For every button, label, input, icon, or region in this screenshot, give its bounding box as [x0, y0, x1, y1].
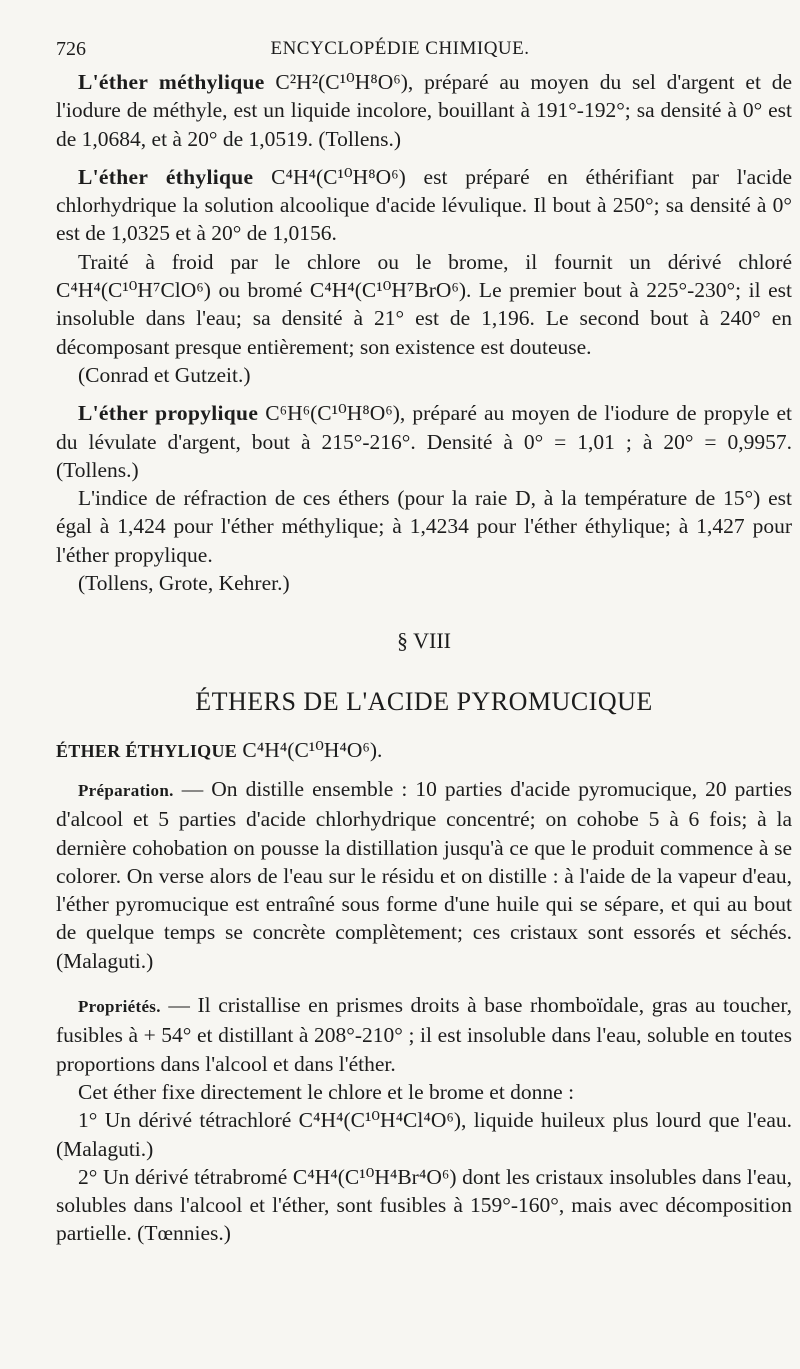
- page-number: 726: [56, 38, 86, 60]
- text-ethyl-ether: est préparé en éthérifiant par l'acide chlorhydrique la solution alcoolique d'acide lévulique. Il bout à 250°; sa densité à 0° est de 1,0325 et à 20° de 1,0156.: [56, 164, 793, 246]
- formula-methyl-ether: C²H²(C¹⁰H⁸O⁶),: [275, 70, 414, 94]
- paragraph-properties: [56, 991, 792, 1078]
- citation-tollens: (Tollens, Grote, Kehrer.): [78, 571, 290, 596]
- label-properties: Propriétés.: [78, 997, 161, 1017]
- compound-heading: [56, 736, 792, 765]
- paragraph-halogen-fixation: Cet éther fixe directement le chlore et le brome et donne :: [78, 1079, 575, 1104]
- paragraph-preparation: [56, 775, 792, 975]
- paragraph-refraction-index: L'indice de réfraction de ces éthers (pour la raie D, à la température de 15°) est égal à 1,424 pour l'éther méthylique; à 1,4234 pour l'éther éthylique; à 1,427 pour l'éther propylique.: [56, 486, 792, 567]
- compound-formula: C⁴H⁴(C¹⁰H⁴O⁶).: [242, 737, 383, 762]
- paragraph-tetrachloro: 1° Un dérivé tétrachloré C⁴H⁴(C¹⁰H⁴Cl⁴O⁶), liquide huileux plus lourd que l'eau. (Malaguti.): [56, 1108, 792, 1161]
- term-methyl-ether: L'éther méthylique: [78, 70, 265, 94]
- paragraph-methyl-ether: [56, 68, 792, 153]
- formula-ethyl-ether: C⁴H⁴(C¹⁰H⁸O⁶): [271, 164, 406, 189]
- running-title: ENCYCLOPÉDIE CHIMIQUE.: [270, 38, 530, 59]
- text-properties: — Il cristallise en prismes droits à base rhomboïdale, gras au toucher, fusibles à + 54° et distillant à 208°-210° ; il est insoluble dans l'eau, soluble en toutes proportions dans l'alcool et dans l'éther.: [56, 993, 792, 1076]
- paragraph-ethyl-ether: [56, 163, 792, 248]
- page-header: [0, 38, 800, 68]
- section-mark: § VIII: [397, 628, 451, 654]
- compound-name: ÉTHER ÉTHYLIQUE: [56, 740, 238, 761]
- text-preparation: — On distille ensemble : 10 parties d'acide pyromucique, 20 parties d'alcool et 5 parties d'acide chlorhydrique concentré; on cohobe 5 à 6 fois; à la dernière cohobation on pousse la distillation jusqu'à ce que le produit commence à se colorer. On verse alors de l'eau sur le résidu et on distille : à l'aide de la vapeur d'eau, l'éther pyromucique est entraîné sous forme d'une huile qui se sépare, et qui au bout de quelque temps se concrète complètement; ces cristaux sont essorés et séchés. (Malaguti.): [56, 776, 792, 973]
- section-title: ÉTHERS DE L'ACIDE PYROMUCIQUE: [195, 686, 653, 716]
- text-methyl-ether: préparé au moyen du sel d'argent et de l'iodure de méthyle, est un liquide incolore, bouillant à 191°-192°; sa densité à 0° est de 1,0684, et à 20° de 1,0519. (Tollens.): [56, 70, 793, 151]
- paragraph-propyl-ether: [56, 399, 792, 484]
- term-ethyl-ether: L'éther éthylique: [78, 164, 254, 189]
- paragraph-tetrabromo: 2° Un dérivé tétrabromé C⁴H⁴(C¹⁰H⁴Br⁴O⁶) dont les cristaux insolubles dans l'eau, solubles dans l'alcool et l'éther, sont fusibles à 159°-160°, mais avec décomposition partielle. (Tœnnies.): [56, 1164, 792, 1246]
- paragraph-chlorine-bromine: Traité à froid par le chlore ou le brome, il fournit un dérivé chloré C⁴H⁴(C¹⁰H⁷ClO⁶) ou bromé C⁴H⁴(C¹⁰H⁷BrO⁶). Le premier bout à 225°-230°; il est insoluble dans l'eau; sa densité à 21° est de 1,196. Le second bout à 240° en décomposant presque entièrement; son existence est douteuse.: [56, 249, 792, 359]
- body-text: [56, 68, 792, 1248]
- citation-conrad: (Conrad et Gutzeit.): [78, 362, 251, 387]
- formula-propyl-ether: C⁶H⁶(C¹⁰H⁸O⁶),: [265, 401, 406, 426]
- label-preparation: Préparation.: [78, 780, 174, 800]
- text-propyl-ether: préparé au moyen de l'iodure de propyle et du lévulate d'argent, bout à 215°-216°. Densité à 0° = 1,01 ; à 20° = 0,9957. (Tollens.): [56, 401, 793, 482]
- term-propyl-ether: L'éther propylique: [78, 401, 259, 426]
